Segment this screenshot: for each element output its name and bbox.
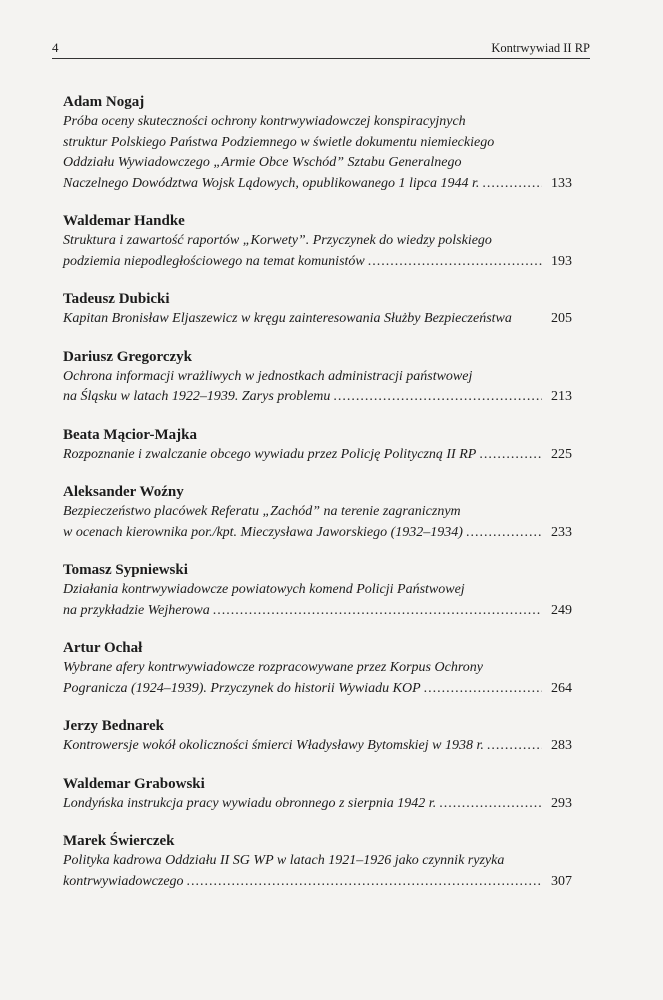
toc-entry [63,716,572,757]
entry-author: Aleksander Woźny [63,484,184,500]
entry-title-line: Działania kontrwywiadowcze powiatowych komend Policji Państwowej [63,582,465,597]
entry-page-number: 205 [551,311,572,326]
entry-author: Tomasz Sypniewski [63,562,188,578]
entry-last-line [63,679,572,700]
entry-title-line: Wybrane afery kontrwywiadowcze rozpracowywane przez Korpus Ochrony [63,660,483,675]
entry-author: Adam Nogaj [63,94,145,110]
entry-author: Marek Świerczek [63,833,175,849]
entry-last-line [63,736,572,757]
entry-page-number: 283 [551,738,572,753]
entry-title [63,794,572,815]
toc-entry [63,560,572,621]
page-number: 4 [52,40,59,55]
toc-entry [63,638,572,699]
toc-entry [63,289,572,330]
entry-author: Dariusz Gregorczyk [63,348,193,365]
leader-dots [368,252,542,273]
entry-author: Artur Ochał [63,640,143,656]
entry-title [63,851,572,892]
toc-entry [63,347,572,408]
entry-last-line [63,252,572,273]
entry-page-number: 264 [551,680,572,696]
entry-title-line: na przykładzie Wejherowa [63,602,210,618]
entry-author: Tadeusz Dubicki [63,291,170,307]
entry-title-line: Próba oceny skuteczności ochrony kontrwywiadowczej konspiracyjnych [63,114,466,129]
entry-title [63,112,572,194]
entry-title-line: kontrwywiadowczego [63,873,184,889]
entry-title-line: Struktura i zawartość raportów „Korwety”. Przyczynek do wiedzy polskiego [63,233,492,248]
leader-dots [479,445,542,466]
entry-page-number: 213 [551,389,572,404]
entry-last-line [63,387,572,408]
table-of-contents [63,92,572,909]
entry-title [63,231,572,272]
entry-title-line: Pogranicza (1924–1939). Przyczynek do historii Wywiadu KOP [63,680,421,696]
entry-title [63,580,572,621]
toc-entry [63,831,572,892]
entry-title-line: na Śląsku w latach 1922–1939. Zarys problemu [63,389,331,404]
entry-title [63,502,572,543]
leader-dots [333,387,542,408]
leader-dots [487,736,542,757]
entry-last-line [63,794,572,815]
entry-title-line: Kontrowersje wokół okoliczności śmierci Władysławy Bytomskiej w 1938 r. [63,738,484,753]
page-header [52,38,590,59]
entry-title-line: Naczelnego Dowództwa Wojsk Lądowych, opublikowanego 1 lipca 1944 r. [63,175,480,191]
entry-title [63,309,572,330]
entry-page-number: 233 [551,524,572,540]
entry-last-line [63,601,572,622]
entry-title-line: w ocenach kierownika por./kpt. Mieczysława Jaworskiego (1932–1934) [63,524,463,540]
entry-page-number: 133 [551,175,572,191]
toc-entry [63,425,572,466]
leader-dots [466,523,542,544]
entry-author: Waldemar Handke [63,213,185,229]
entry-page-number: 307 [551,873,572,889]
entry-title-line: Polityka kadrowa Oddziału II SG WP w latach 1921–1926 jako czynnik ryzyka [63,853,505,868]
entry-last-line [63,872,572,893]
toc-entry [63,774,572,815]
leader-dots [439,794,542,815]
toc-entry [63,482,572,543]
entry-page-number: 225 [551,446,572,462]
entry-title-line: Ochrona informacji wrażliwych w jednostkach administracji państwowej [63,368,473,384]
entry-title [63,658,572,699]
entry-title [63,445,572,466]
entry-last-line [63,523,572,544]
entry-title-line: Oddziału Wywiadowczego „Armie Obce Wschód” Sztabu Generalnego [63,155,462,170]
entry-title-line: Rozpoznanie i zwalczanie obcego wywiadu przez Policję Polityczną II RP [63,446,477,462]
toc-entry [63,92,572,194]
entry-title [63,736,572,757]
entry-last-line [63,174,572,195]
entry-title-line: podziemia niepodległościowego na temat komunistów [63,253,365,269]
entry-title-line: Bezpieczeństwo placówek Referatu „Zachód” na terenie zagranicznym [63,504,461,519]
entry-last-line [63,445,572,466]
entry-title-line: Londyńska instrukcja pracy wywiadu obronnego z sierpnia 1942 r. [63,795,437,811]
leader-dots [187,872,542,893]
toc-entry [63,211,572,272]
entry-last-line [63,309,572,330]
entry-page-number: 293 [551,795,572,811]
entry-title-line: struktur Polskiego Państwa Podziemnego w świetle dokumentu niemieckiego [63,134,495,150]
entry-page-number: 249 [551,602,572,618]
entry-title [63,367,572,408]
leader-dots [213,601,542,622]
running-title: Kontrwywiad II RP [491,41,590,55]
entry-author: Waldemar Grabowski [63,775,205,792]
entry-title-line: Kapitan Bronisław Eljaszewicz w kręgu zainteresowania Służby Bezpieczeństwa [63,311,512,326]
leader-dots [424,679,542,700]
entry-author: Jerzy Bednarek [63,718,164,734]
entry-page-number: 193 [551,253,572,269]
entry-author: Beata Mącior-Majka [63,426,197,443]
leader-dots [482,174,542,195]
